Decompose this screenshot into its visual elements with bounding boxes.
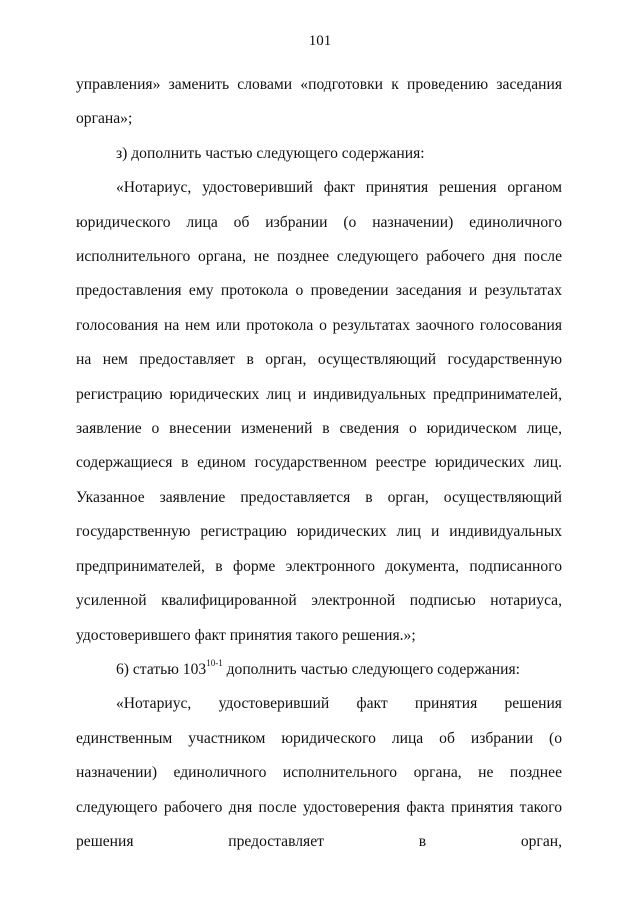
paragraph-quote-2: «Нотариус, удостоверивший факт принятия решения единственным участником юридического лица об избрании (о назначении) единоличного исполнительного органа, не позднее следующего рабочего дня после удостоверения факта принятия такого решения предоставляет в орган,	[76, 695, 562, 850]
item-6-suffix: дополнить частью следующего содержания:	[222, 660, 520, 678]
document-body	[76, 68, 562, 859]
paragraph-item-z: з) дополнить частью следующего содержания:	[116, 144, 425, 162]
page-number: 101	[308, 33, 332, 49]
paragraph-item-6	[76, 653, 562, 687]
paragraph-continuation: управления» заменить словами «подготовки к проведению заседания органа»;	[76, 76, 562, 128]
item-6-superscript: 10-1	[206, 657, 223, 668]
item-6-prefix: 6) статью 103	[116, 660, 207, 678]
paragraph-quote-1: «Нотариус, удостоверивший факт принятия решения органом юридического лица об избрании (о назначении) единоличного исполнительного органа, не позднее следующего рабочего дня после предоставления ему протокола о проведении заседания и результатах голосования на нем или протокола о результатах заочного голосования на нем предоставляет в орган, осуществляющий государственную регистрацию юридических лиц и индивидуальных предпринимателей, заявление о внесении изменений в сведения о юридическом лице, содержащиеся в едином государственном реестре юридических лиц. Указанное заявление предоставляется в орган, осуществляющий государственную регистрацию юридических лиц и индивидуальных предпринимателей, в форме электронного документа, подписанного усиленной квалифицированной электронной подписью нотариуса, удостоверившего факт принятия такого решения.»;	[76, 179, 562, 644]
